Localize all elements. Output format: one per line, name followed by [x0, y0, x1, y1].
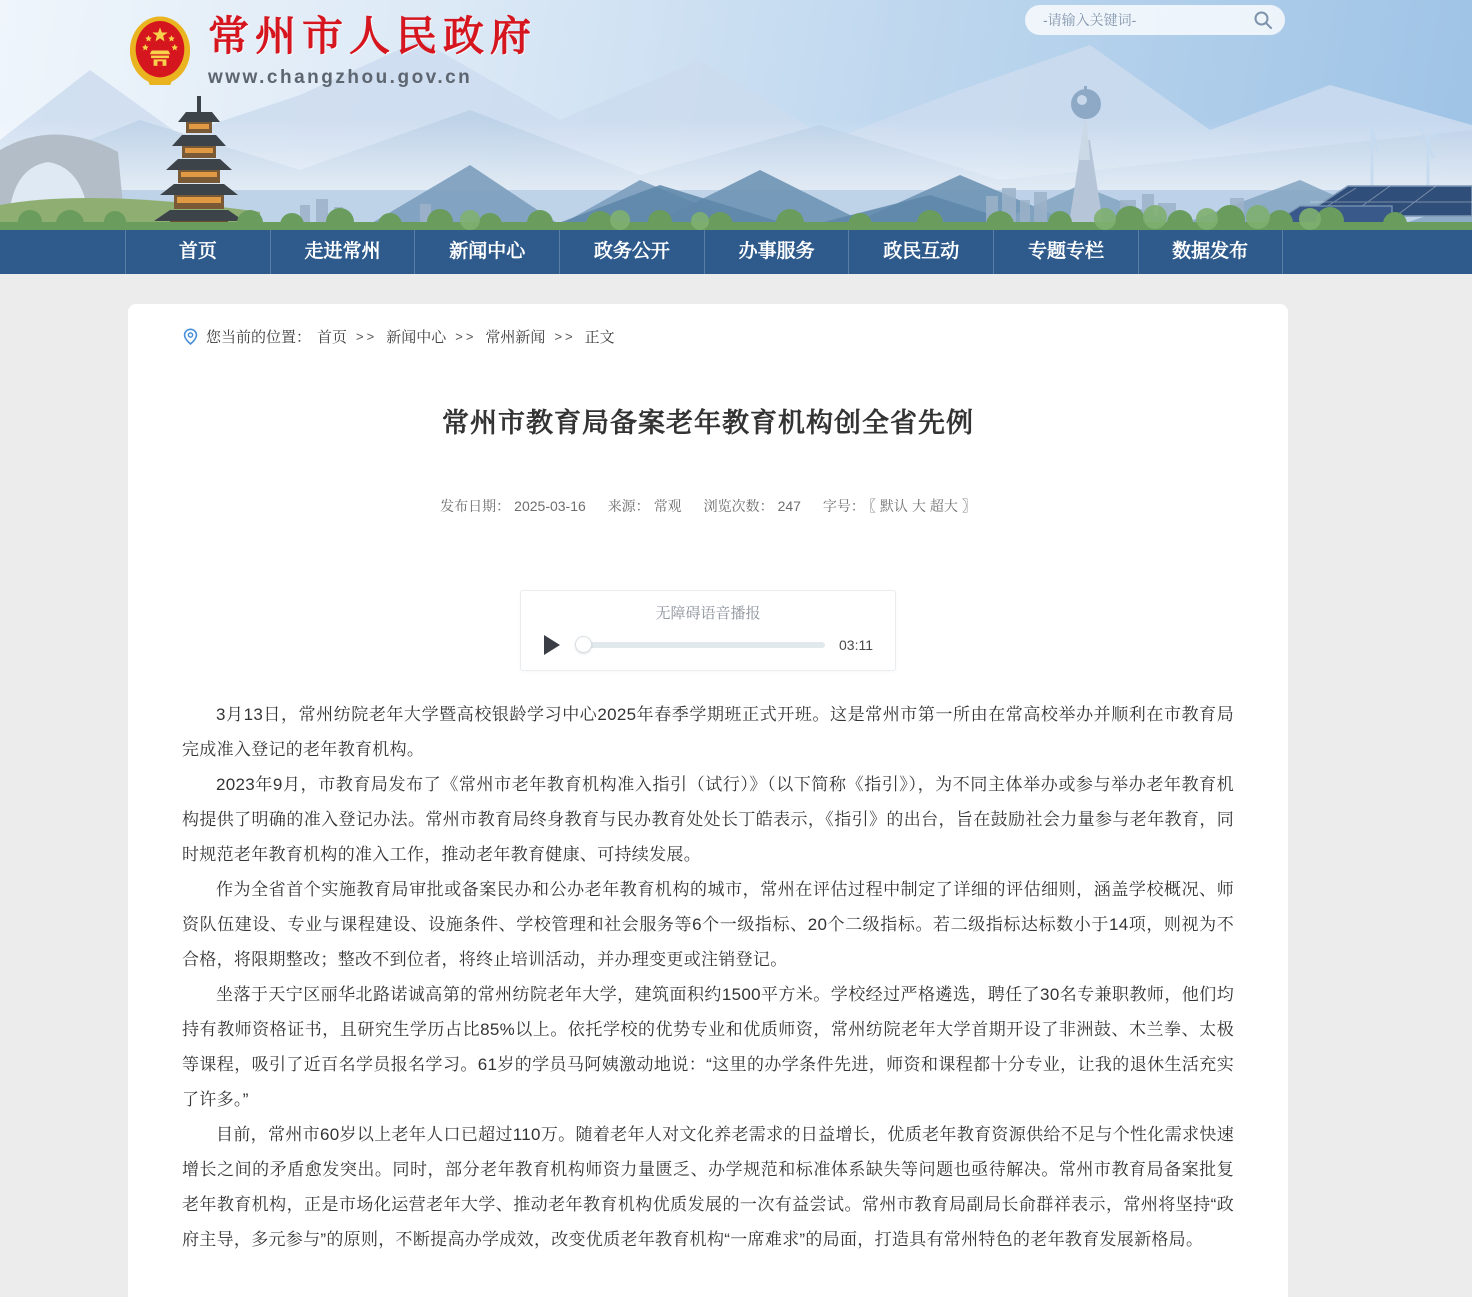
font-size-default[interactable]: 默认	[879, 498, 908, 514]
nav-item-about-changzhou[interactable]: 走进常州	[270, 230, 415, 274]
article-paragraph: 2023年9月，市教育局发布了《常州市老年教育机构准入指引（试行）》（以下简称《指引》），为不同主体举办或参与举办老年教育机构提供了明确的准入登记办法。常州市教育局终身教育与民办教育处处长丁皓表示，《指引》的出台，旨在鼓励社会力量参与老年教育，同时规范老年教育机构的准入工作，推动老年教育健康、可持续发展。	[182, 775, 1234, 864]
audio-duration: 03:11	[839, 637, 873, 653]
nav-item-services[interactable]: 办事服务	[704, 230, 849, 274]
site-logo-area[interactable]	[128, 14, 537, 92]
audio-player	[520, 590, 896, 671]
font-size-label: 字号：	[822, 498, 865, 514]
play-icon[interactable]	[543, 634, 561, 656]
article-paragraph: 坐落于天宁区丽华北路诺诚高第的常州纺院老年大学，建筑面积约1500平方米。学校经过严格遴选，聘任了30名专兼职教师，他们均持有教师资格证书，且研究生学历占比85%以上。依托学校的优势专业和优质师资，常州纺院老年大学首期开设了非洲鼓、木兰拳、太极等课程，吸引了近百名学员报名学习。61岁的学员马阿姨激动地说：“这里的办学条件先进，师资和课程都十分专业，让我的退休生活充实了许多。”	[182, 985, 1234, 1109]
nav-item-interaction[interactable]: 政民互动	[848, 230, 993, 274]
site-title: 常州市人民政府	[208, 13, 537, 59]
location-pin-icon	[182, 328, 199, 345]
audio-progress-thumb[interactable]	[575, 636, 592, 653]
audio-progress-bar[interactable]	[577, 642, 825, 648]
article-title: 常州市教育局备案老年教育机构创全省先例	[442, 408, 974, 438]
article-paragraph: 作为全省首个实施教育局审批或备案民办和公办老年教育机构的城市，常州在评估过程中制定了详细的评估细则，涵盖学校概况、师资队伍建设、专业与课程建设、设施条件、学校管理和社会服务等6个一级指标、20个二级指标。若二级指标达标数小于14项，则视为不合格，将限期整改；整改不到位者，将终止培训活动，并办理变更或注销登记。	[182, 880, 1234, 969]
font-size-xlarge[interactable]: 超大	[929, 498, 958, 514]
nav-item-news-center[interactable]: 新闻中心	[414, 230, 559, 274]
search-input[interactable]	[1041, 11, 1253, 29]
audio-player-title: 无障碍语音播报	[655, 605, 761, 622]
article-body	[182, 697, 1234, 1257]
header-banner	[0, 0, 1472, 230]
main-content-area	[0, 274, 1472, 1297]
breadcrumb-separator: >>	[554, 329, 576, 344]
main-navigation	[0, 230, 1472, 274]
nav-item-home[interactable]: 首页	[125, 230, 270, 274]
font-size-bracket-open: 〖	[868, 498, 876, 514]
national-emblem-logo	[128, 14, 192, 92]
search-icon[interactable]	[1253, 10, 1273, 30]
breadcrumb-separator: >>	[356, 329, 378, 344]
breadcrumb-home[interactable]: 首页	[317, 329, 348, 346]
article-meta	[182, 496, 1234, 516]
breadcrumb-changzhou-news[interactable]: 常州新闻	[485, 329, 546, 346]
breadcrumb-current: 正文	[584, 329, 615, 346]
site-url: www.changzhou.gov.cn	[208, 67, 473, 89]
publish-date-value: 2025-03-16	[514, 498, 586, 514]
nav-item-data-release[interactable]: 数据发布	[1138, 230, 1283, 274]
breadcrumb-label: 您当前的位置：	[206, 329, 312, 346]
article-paragraph: 3月13日，常州纺院老年大学暨高校银龄学习中心2025年春季学期班正式开班。这是常州市第一所由在常高校举办并顺利在市教育局完成准入登记的老年教育机构。	[182, 705, 1234, 759]
source-value: 常观	[653, 498, 682, 514]
views-value: 247	[777, 498, 801, 514]
breadcrumb	[182, 326, 1234, 347]
font-size-large[interactable]: 大	[911, 498, 926, 514]
nav-item-gov-disclosure[interactable]: 政务公开	[559, 230, 704, 274]
nav-spacer	[0, 230, 125, 274]
breadcrumb-separator: >>	[455, 329, 477, 344]
source-label: 来源：	[607, 498, 650, 514]
font-size-bracket-close: 〗	[961, 498, 976, 514]
search-box[interactable]	[1025, 5, 1285, 35]
publish-date-label: 发布日期：	[440, 498, 511, 514]
nav-item-special-topics[interactable]: 专题专栏	[993, 230, 1138, 274]
views-label: 浏览次数：	[703, 498, 774, 514]
breadcrumb-news-center[interactable]: 新闻中心	[386, 329, 447, 346]
content-panel	[128, 304, 1288, 1297]
article-paragraph: 目前，常州市60岁以上老年人口已超过110万。随着老年人对文化养老需求的日益增长，优质老年教育资源供给不足与个性化需求快速增长之间的矛盾愈发突出。同时，部分老年教育机构师资力量匮乏、办学规范和标准体系缺失等问题也亟待解决。常州市教育局备案批复老年教育机构，正是市场化运营老年大学、推动老年教育机构优质发展的一次有益尝试。常州市教育局副局长俞群祥表示，常州将坚持“政府主导，多元参与”的原则，不断提高办学成效，改变优质老年教育机构“一席难求”的局面，打造具有常州特色的老年教育发展新格局。	[182, 1125, 1234, 1249]
